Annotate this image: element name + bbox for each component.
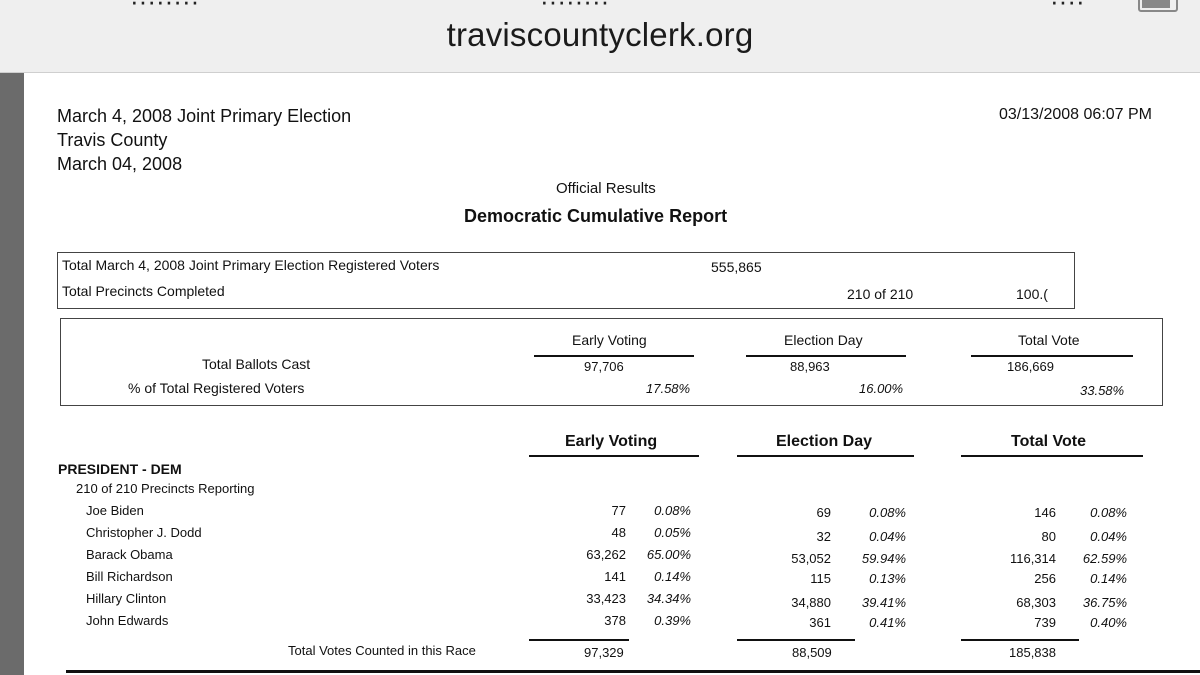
candidate-early-pct: 0.08% — [654, 503, 691, 518]
total-election-day: 88,509 — [792, 645, 832, 660]
ballots-total: 186,669 — [1007, 359, 1054, 374]
candidate-early-pct: 0.05% — [654, 525, 691, 540]
total-votes-label: Total Votes Counted in this Race — [288, 643, 476, 658]
ballots-cast-label: Total Ballots Cast — [202, 356, 311, 372]
turnout-rule-election-day — [746, 355, 906, 357]
candidate-election-day-votes: 53,052 — [791, 551, 831, 566]
candidate-name: John Edwards — [86, 613, 169, 628]
candidate-name: Bill Richardson — [86, 569, 173, 584]
turnout-header-total: Total Vote — [1018, 332, 1080, 348]
candidate-early-votes: 141 — [604, 569, 626, 584]
race-header-election-day: Election Day — [776, 433, 873, 450]
candidate-name: Christopher J. Dodd — [86, 525, 202, 540]
race-header-early: Early Voting — [565, 433, 658, 450]
candidate-early-votes: 77 — [611, 503, 626, 518]
race-rule-total — [961, 455, 1143, 457]
total-rule-total — [961, 639, 1079, 641]
turnout-header-election-day: Election Day — [784, 332, 863, 348]
ballots-early: 97,706 — [584, 359, 624, 374]
race-title: PRESIDENT - DEM — [58, 461, 182, 477]
candidate-total-pct: 0.14% — [1090, 571, 1127, 586]
race-rule-election-day — [737, 455, 914, 457]
candidate-early-pct: 0.14% — [654, 569, 691, 584]
turnout-box — [60, 318, 1163, 406]
precincts-label: Total Precincts Completed — [62, 283, 225, 299]
status-bar-carrier-fragment: ········ — [130, 0, 200, 16]
candidate-total-pct: 0.04% — [1090, 529, 1127, 544]
candidate-election-day-pct: 0.13% — [869, 571, 906, 586]
race-rule-early — [529, 455, 699, 457]
turnout-rule-total — [971, 355, 1133, 357]
candidate-election-day-pct: 0.04% — [869, 529, 906, 544]
candidate-total-pct: 0.08% — [1090, 505, 1127, 520]
candidate-total-votes: 256 — [1034, 571, 1056, 586]
candidate-early-votes: 48 — [611, 525, 626, 540]
registered-label: Total March 4, 2008 Joint Primary Election Registered Voters — [62, 257, 440, 273]
county-name: Travis County — [57, 130, 168, 150]
total-rule-election-day — [737, 639, 855, 641]
status-bar-battery-text-fragment: ···· — [1050, 0, 1085, 16]
total-total: 185,838 — [1009, 645, 1056, 660]
race-header-total: Total Vote — [1011, 433, 1086, 450]
candidate-name: Joe Biden — [86, 503, 144, 518]
precincts-percent: 100.( — [1016, 286, 1048, 302]
report-timestamp: 03/13/2008 06:07 PM — [999, 106, 1153, 123]
battery-icon — [1138, 0, 1178, 12]
candidate-total-votes: 116,314 — [1009, 551, 1056, 566]
report-title: Democratic Cumulative Report — [464, 206, 728, 226]
total-early: 97,329 — [584, 645, 624, 660]
candidate-election-day-pct: 39.41% — [861, 595, 906, 610]
election-name: March 4, 2008 Joint Primary Election — [57, 106, 352, 126]
candidate-election-day-pct: 59.94% — [861, 551, 906, 566]
precincts-value: 210 of 210 — [847, 286, 914, 302]
report-bottom-rule — [66, 670, 1200, 673]
candidate-total-votes: 68,303 — [1016, 595, 1056, 610]
percent-early: 17.58% — [646, 381, 691, 396]
candidate-early-pct: 65.00% — [646, 547, 691, 562]
candidate-election-day-pct: 0.08% — [869, 505, 906, 520]
candidate-election-day-votes: 115 — [810, 571, 831, 586]
candidate-election-day-votes: 361 — [809, 615, 831, 630]
candidate-total-votes: 80 — [1041, 529, 1056, 544]
candidate-early-votes: 378 — [604, 613, 626, 628]
candidate-election-day-votes: 34,880 — [791, 595, 831, 610]
turnout-rule-early — [534, 355, 694, 357]
status-bar-time-fragment: ········ — [540, 0, 610, 16]
registered-voters-box — [57, 252, 1075, 309]
candidate-early-votes: 63,262 — [586, 547, 626, 562]
percent-registered-label: % of Total Registered Voters — [128, 380, 305, 396]
browser-address-bar — [0, 0, 1200, 73]
ballots-election-day: 88,963 — [790, 359, 830, 374]
percent-election-day: 16.00% — [859, 381, 904, 396]
candidate-election-day-votes: 32 — [816, 529, 831, 544]
candidate-total-pct: 36.75% — [1082, 595, 1127, 610]
candidate-name: Barack Obama — [86, 547, 173, 562]
report-subtitle: Official Results — [556, 180, 656, 197]
candidate-total-pct: 0.40% — [1090, 615, 1127, 630]
candidate-total-votes: 146 — [1034, 505, 1056, 520]
report-page — [24, 73, 1200, 675]
candidate-early-pct: 0.39% — [654, 613, 691, 628]
turnout-header-early: Early Voting — [572, 332, 647, 348]
candidate-name: Hillary Clinton — [86, 591, 167, 606]
total-rule-early — [529, 639, 629, 641]
registered-value: 555,865 — [711, 259, 762, 275]
candidate-total-pct: 62.59% — [1082, 551, 1127, 566]
candidate-early-pct: 34.34% — [646, 591, 691, 606]
election-date: March 04, 2008 — [57, 154, 183, 174]
candidate-election-day-pct: 0.41% — [869, 615, 906, 630]
candidate-election-day-votes: 69 — [816, 505, 831, 520]
race-reporting: 210 of 210 Precincts Reporting — [76, 481, 255, 496]
url-text[interactable]: traviscountyclerk.org — [446, 16, 754, 53]
percent-total: 33.58% — [1080, 383, 1125, 398]
candidate-total-votes: 739 — [1034, 615, 1056, 630]
candidate-early-votes: 33,423 — [586, 591, 626, 606]
